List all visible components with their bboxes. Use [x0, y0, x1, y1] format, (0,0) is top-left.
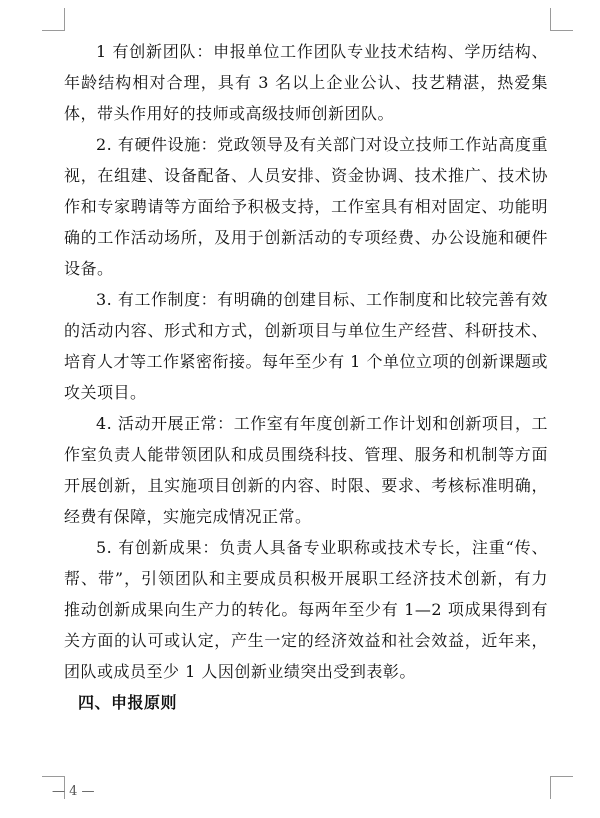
- section-heading: 四、申报原则: [78, 693, 178, 712]
- paragraph-hardware-facilities: 2. 有硬件设施：党政领导及有关部门对设立技师工作站高度重视，在组建、设备配备、人员安排、资金协调、技术推广、技术协作和专家聘请等方面给予积极支持，工作室具有相对固定、功能明确的工作活动场所，及用于创新活动的专项经费、办公设施和硬件设备。: [64, 135, 548, 278]
- paragraph-innovation-team: 1 有创新团队：申报单位工作团队专业技术结构、学历结构、年龄结构相对合理，具有 3 名以上企业公认、技艺精湛，热爱集体，带头作用好的技师或高级技师创新团队。: [64, 42, 548, 123]
- paragraph-work-system: 3. 有工作制度：有明确的创建目标、工作制度和比较完善有效的活动内容、形式和方式，创新项目与单位生产经营、科研技术、培育人才等工作紧密衔接。每年至少有 1 个单位立项的创新课题或攻关项目。: [64, 290, 548, 402]
- crop-mark-top-right: [550, 8, 573, 31]
- crop-mark-bottom-right: [550, 776, 573, 799]
- paragraph-activities: 4. 活动开展正常：工作室有年度创新工作计划和创新项目，工作室负责人能带领团队和成员围绕科技、管理、服务和机制等方面开展创新，且实施项目创新的内容、时限、要求、考核标准明确，经费有保障，实施完成情况正常。: [64, 414, 548, 526]
- page-number: — 4 —: [52, 784, 95, 799]
- document-body: [64, 36, 548, 718]
- paragraph-innovation-results: 5. 有创新成果：负责人具备专业职称或技术专长，注重“传、帮、带”，引领团队和主要成员积极开展职工经济技术创新，有力推动创新成果向生产力的转化。每两年至少有 1—2 项成果得到有关方面的认可或认定，产生一定的经济效益和社会效益，近年来，团队或成员至少 1 人因创新业绩突出受到表彰。: [64, 538, 548, 681]
- crop-mark-top-left: [42, 8, 65, 31]
